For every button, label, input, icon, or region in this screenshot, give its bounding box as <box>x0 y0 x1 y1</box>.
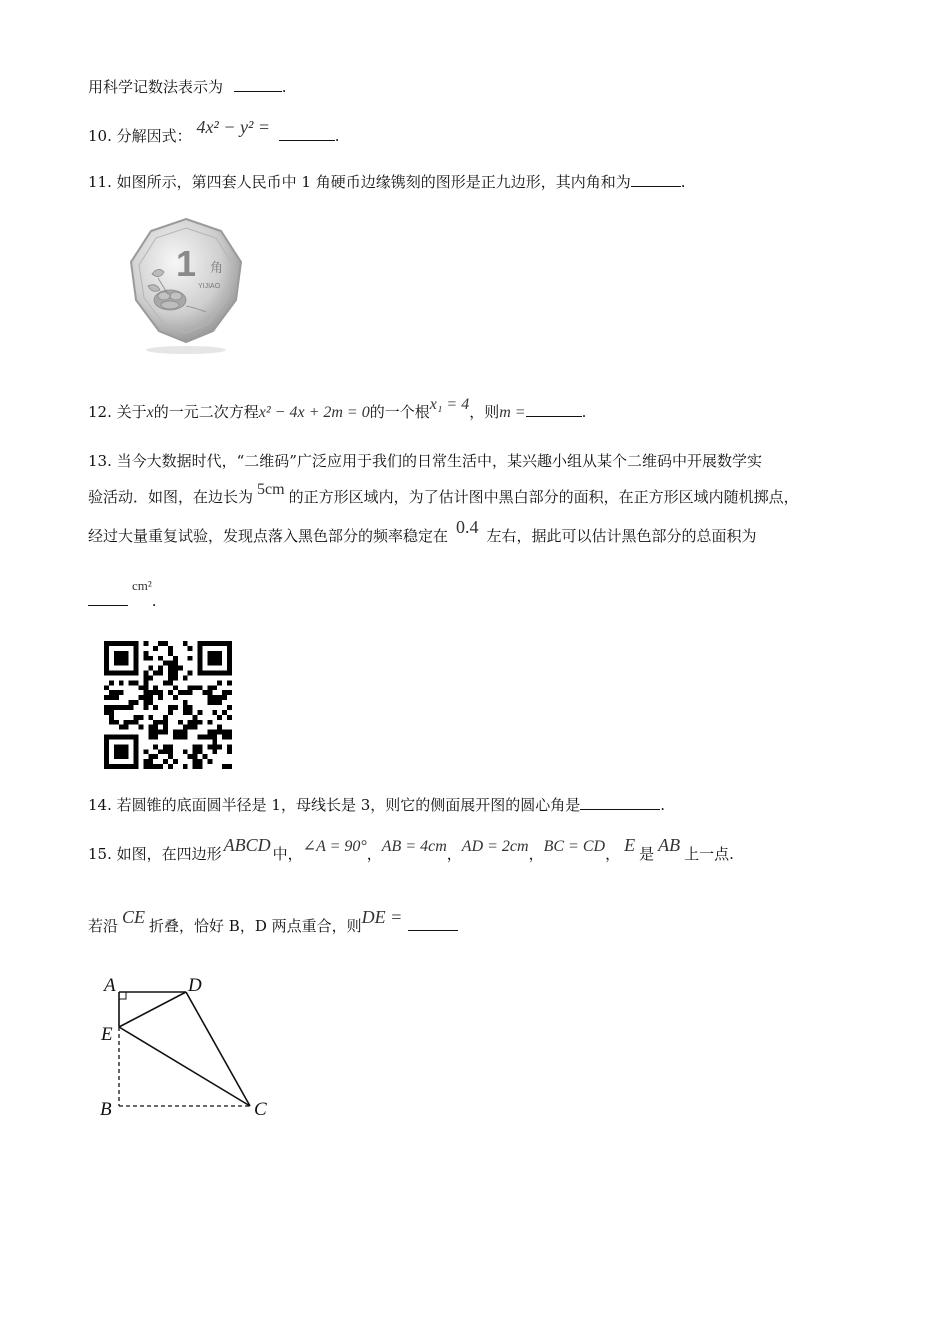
question-number: 15. <box>88 845 112 863</box>
label-d: D <box>188 975 202 996</box>
question-text: 如图所示，第四套人民币中 1 角硬币边缘镌刻的图形是正九边形，其内角和为 <box>116 173 631 191</box>
condition-bc-cd: BC = CD <box>543 838 606 855</box>
answer-blank <box>526 402 582 417</box>
period: . <box>151 592 157 610</box>
coin-image <box>122 214 250 356</box>
question-number: 13. <box>88 452 112 470</box>
label-b: B <box>100 1099 112 1120</box>
question-text: 左右，据此可以估计黑色部分的总面积为 <box>486 527 757 545</box>
question-text: 上一点. <box>684 845 734 863</box>
question-text: 的正方形区域内，为了估计图中黑白部分的面积，在正方形区域内随机掷点， <box>288 488 799 506</box>
question-text: 经过大量重复试验，发现点落入黑色部分的频率稳定在 <box>88 527 449 545</box>
separator: ， <box>366 845 382 863</box>
coin-digit: 1 <box>175 243 197 284</box>
question-text: 的一个根 <box>369 403 430 421</box>
question-text: 的一元二次方程 <box>153 403 259 421</box>
period: . <box>581 403 587 421</box>
question-14 <box>88 794 665 816</box>
label-c: C <box>254 1099 267 1120</box>
equation: x² − 4x + 2m = 0 <box>258 404 370 421</box>
period: . <box>680 173 686 191</box>
answer-blank <box>279 126 335 141</box>
question-13-line-4 <box>88 578 157 613</box>
frequency-value: 0.4 <box>456 517 479 537</box>
question-number: 11. <box>88 173 112 191</box>
question-text: 是 <box>639 845 655 863</box>
question-text: 中， <box>272 845 303 863</box>
condition-ab: AB = 4cm <box>381 838 447 855</box>
right-angle-mark <box>119 992 126 999</box>
question-text: 验活动．如图，在边长为 <box>88 488 254 506</box>
answer-blank <box>88 591 128 606</box>
answer-blank <box>234 77 282 92</box>
answer-blank <box>408 916 458 931</box>
coin-char: 角 <box>210 261 224 276</box>
question-text: 若圆锥的底面圆半径是 1，母线长是 3，则它的侧面展开图的圆心角是 <box>116 796 581 814</box>
question-12 <box>88 396 587 424</box>
separator: ， <box>528 845 544 863</box>
unit: cm² <box>132 578 152 593</box>
answer-blank <box>580 795 660 810</box>
label-a: A <box>104 975 116 996</box>
segment-ce: CE <box>122 907 146 927</box>
question-15-line-2 <box>88 907 458 937</box>
question-text: 分解因式： <box>116 127 192 145</box>
q9-tail <box>88 76 287 98</box>
quadrilateral-figure <box>96 968 286 1124</box>
question-text: 关于 <box>116 403 147 421</box>
question-number: 12. <box>88 403 112 421</box>
question-text: 如图，在四边形 <box>116 845 222 863</box>
question-13-line-2 <box>88 481 799 509</box>
question-11 <box>88 171 686 193</box>
separator: ， <box>605 845 621 863</box>
label-e: E <box>101 1024 113 1045</box>
question-15-line-1 <box>88 835 734 866</box>
question-number: 14. <box>88 796 112 814</box>
segment-de: DE = <box>361 907 403 927</box>
period: . <box>334 127 340 145</box>
point-e: E <box>624 835 636 855</box>
question-text: 当今大数据时代，“二维码”广泛应用于我们的日常生活中，某兴趣小组从某个二维码中开展数学实 <box>116 452 762 470</box>
side-length: 5cm <box>257 481 285 498</box>
condition-angle: ∠A = 90° <box>302 838 367 855</box>
quadrilateral-name: ABCD <box>223 835 271 855</box>
segment-ab: AB <box>658 835 681 855</box>
question-number: 10. <box>88 127 112 145</box>
question-text: 折叠，恰好 B，D 两点重合，则 <box>149 917 362 935</box>
q9-text: 用科学记数法表示为 <box>88 78 224 96</box>
period: . <box>660 796 666 814</box>
qr-code-image <box>103 641 233 769</box>
question-13-line-3 <box>88 517 757 547</box>
question-10 <box>88 117 340 147</box>
question-text: 若沿 <box>88 917 119 935</box>
answer-blank <box>631 172 681 187</box>
question-text: ，则 <box>469 403 500 421</box>
separator: ， <box>446 845 462 863</box>
math-expression: 4x² − y² = <box>196 117 271 137</box>
question-13-line-1 <box>88 450 762 472</box>
condition-ad: AD = 2cm <box>461 838 529 855</box>
variable-x: x <box>146 404 154 421</box>
variable-m: m = <box>499 404 526 421</box>
root-expression: x₁ = 4 <box>429 396 470 413</box>
period: . <box>281 78 287 96</box>
coin-pinyin: YIJIAO <box>198 283 221 290</box>
